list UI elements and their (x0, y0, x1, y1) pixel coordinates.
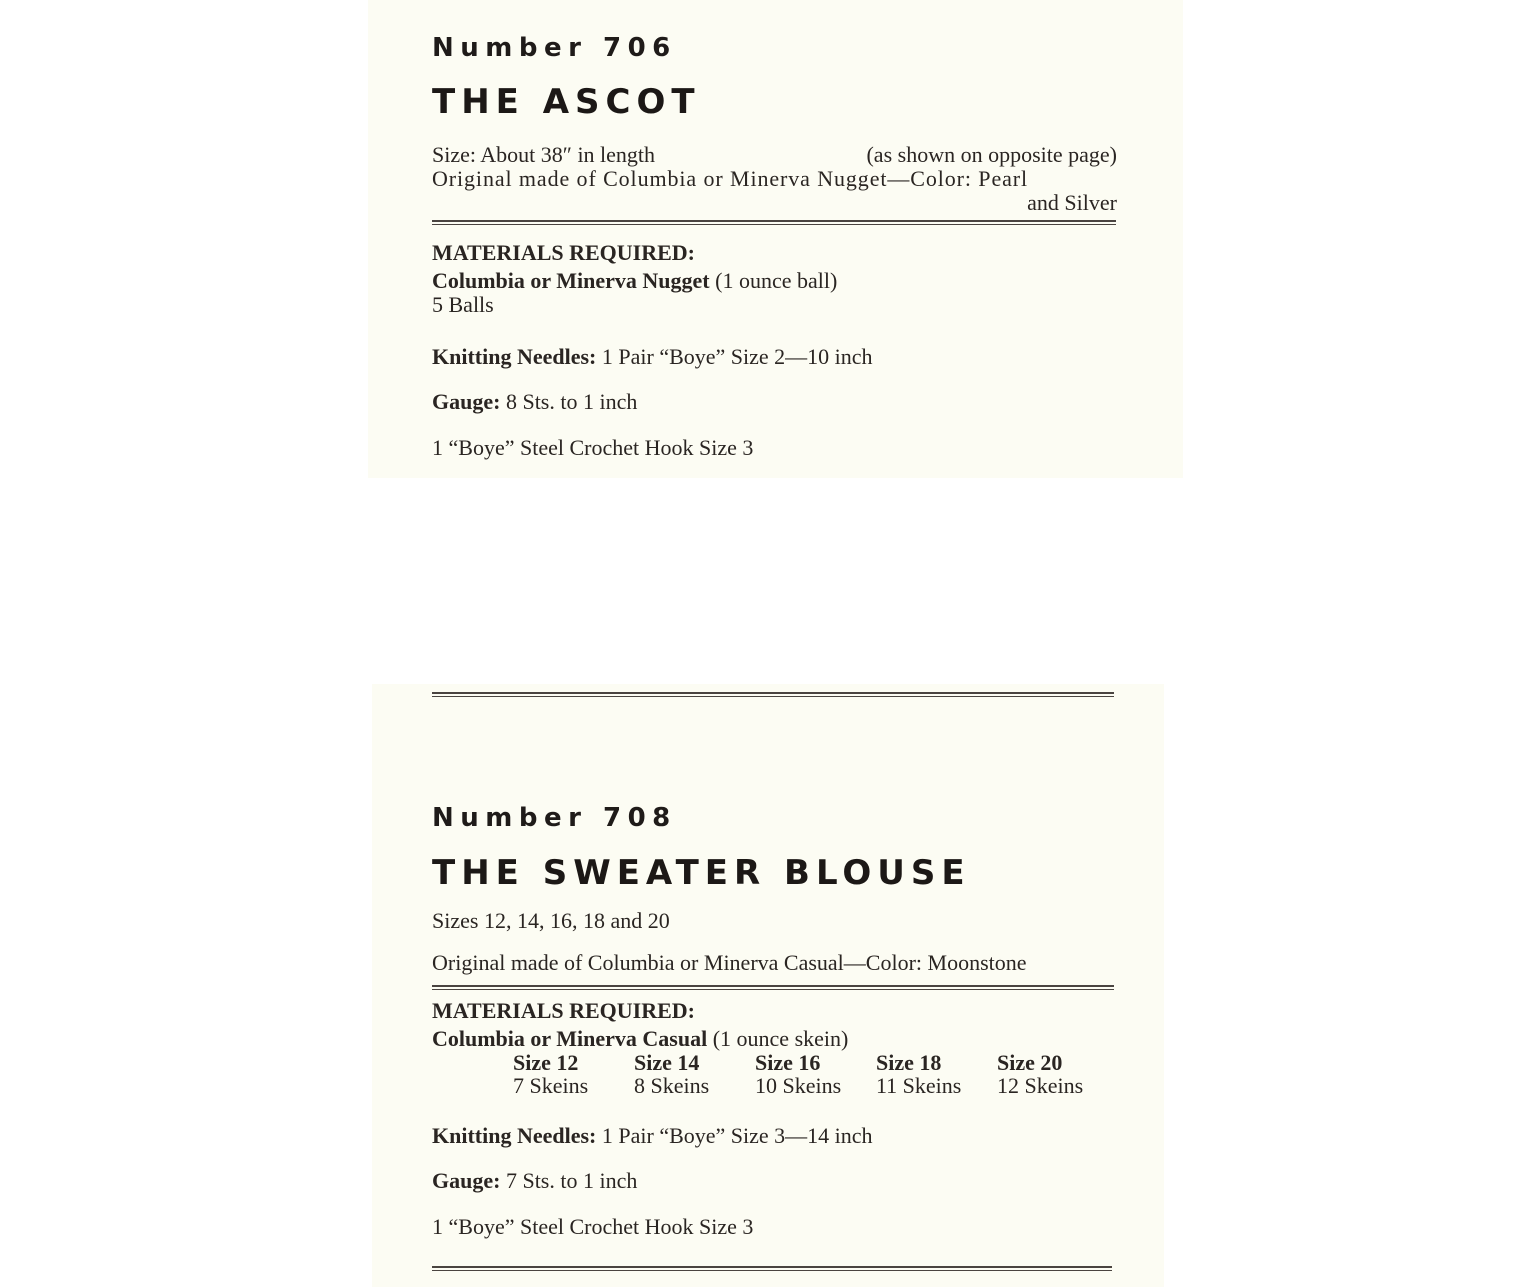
sizes-text: Sizes 12, 14, 16, 18 and 20 (432, 908, 670, 933)
size-label: Size 14 (634, 1050, 700, 1075)
needles-value: 1 Pair “Boye” Size 2—10 inch (601, 344, 873, 369)
shown-note: (as shown on opposite page) (866, 142, 1117, 167)
yarn-unit: (1 ounce ball) (715, 268, 838, 293)
gauge-line (432, 390, 1117, 414)
pattern-title: THE ASCOT (432, 82, 701, 122)
divider-rule (432, 985, 1114, 990)
size-label: Size 18 (876, 1050, 942, 1075)
pattern-706 (432, 30, 1117, 460)
divider-rule (432, 1266, 1112, 1271)
yarn-name: Columbia or Minerva Casual (432, 1026, 708, 1051)
crochet-hook: 1 “Boye” Steel Crochet Hook Size 3 (432, 435, 754, 460)
size-table (513, 1051, 1117, 1097)
crochet-hook: 1 “Boye” Steel Crochet Hook Size 3 (432, 1214, 754, 1239)
yarn-amount: 5 Balls (432, 292, 494, 317)
divider-rule (432, 692, 1114, 697)
needles-value: 1 Pair “Boye” Size 3—14 inch (601, 1123, 873, 1148)
needles-line (432, 1124, 1117, 1148)
materials-heading: MATERIALS REQUIRED: (432, 998, 696, 1023)
divider-rule (432, 220, 1116, 225)
size-amount: 11 Skeins (876, 1073, 962, 1098)
needles-line (432, 345, 1117, 369)
original-line-1: Original made of Columbia or Minerva Nugget—Color: Pearl (432, 166, 1029, 191)
size-label: Size 20 (997, 1050, 1063, 1075)
gauge-line (432, 1169, 1117, 1193)
gauge-value: 7 Sts. to 1 inch (505, 1168, 638, 1193)
yarn-unit: (1 ounce skein) (712, 1026, 849, 1051)
size-amount: 8 Skeins (634, 1073, 710, 1098)
size-label: Size 12 (513, 1050, 579, 1075)
materials-heading: MATERIALS REQUIRED: (432, 240, 696, 265)
size-amount: 12 Skeins (997, 1073, 1084, 1098)
pattern-708 (432, 800, 1117, 1239)
gauge-label: Gauge: (432, 389, 501, 414)
size-label: Size 16 (755, 1050, 821, 1075)
yarn-line (432, 269, 1117, 293)
pattern-title: THE SWEATER BLOUSE (432, 853, 971, 893)
original-text: Original made of Columbia or Minerva Casual—Color: Moonstone (432, 950, 1027, 975)
pattern-number: Number 706 (432, 33, 677, 63)
gauge-label: Gauge: (432, 1168, 501, 1193)
size-amount: 10 Skeins (755, 1073, 842, 1098)
size-amount: 7 Skeins (513, 1073, 589, 1098)
gauge-value: 8 Sts. to 1 inch (505, 389, 638, 414)
needles-label: Knitting Needles: (432, 344, 597, 369)
needles-label: Knitting Needles: (432, 1123, 597, 1148)
pattern-number: Number 708 (432, 803, 677, 833)
yarn-name: Columbia or Minerva Nugget (432, 268, 710, 293)
original-line-2: and Silver (1027, 190, 1117, 215)
size-text: Size: About 38″ in length (432, 142, 656, 167)
yarn-line (432, 1027, 1117, 1051)
